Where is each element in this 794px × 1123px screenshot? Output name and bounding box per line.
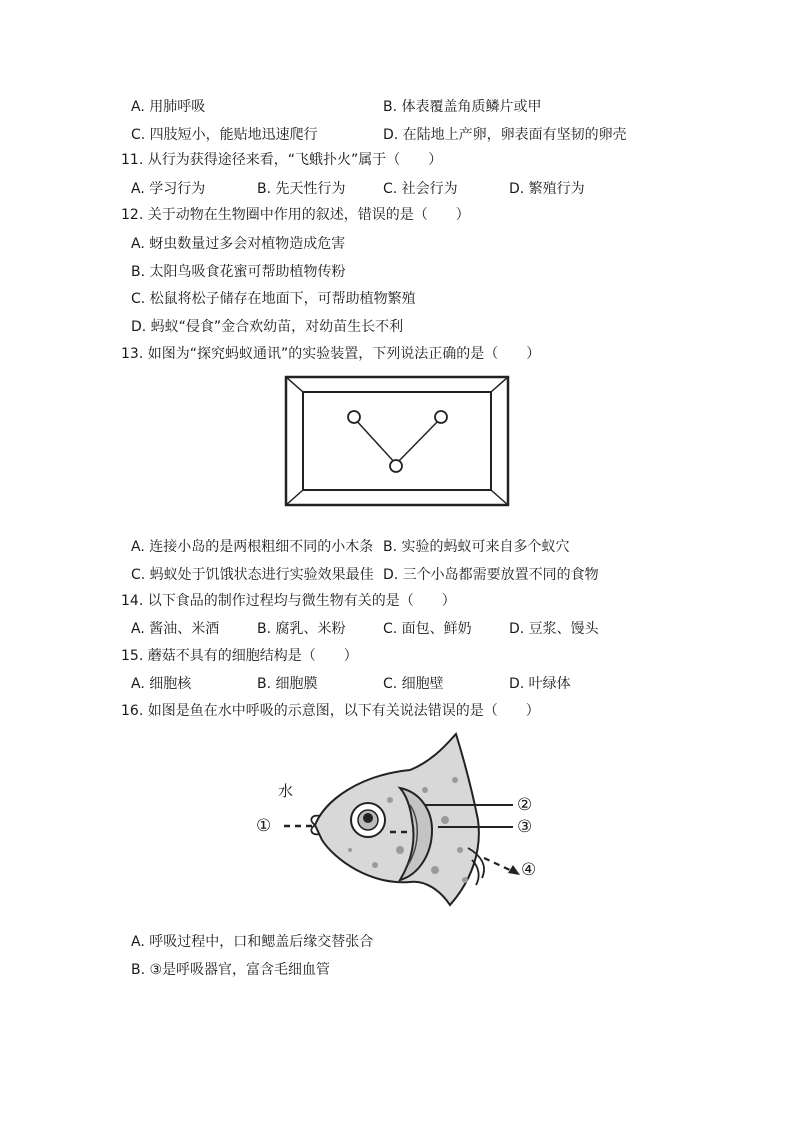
fish-label-3: ③	[517, 817, 533, 837]
q10-option-d: D. 在陆地上产卵，卵表面有坚韧的卵壳	[383, 127, 627, 143]
q14-option-c: C. 面包、鲜奶	[383, 621, 472, 637]
q12-stem: 12. 关于动物在生物圈中作用的叙述，错误的是（ ）	[121, 207, 470, 223]
q12-option-a: A. 蚜虫数量过多会对植物造成危害	[131, 236, 346, 252]
fish-label-4: ④	[521, 860, 537, 880]
q14-option-a: A. 酱油、米酒	[131, 621, 220, 637]
q15-option-d: D. 叶绿体	[509, 676, 571, 692]
ant-experiment-figure	[283, 374, 513, 510]
q14-option-b: B. 腐乳、米粉	[257, 621, 346, 637]
q14-option-d: D. 豆浆、馒头	[509, 621, 599, 637]
fish-label-1: ①	[256, 816, 272, 836]
q11-option-c: C. 社会行为	[383, 181, 458, 197]
q11-option-d: D. 繁殖行为	[509, 181, 585, 197]
q10-option-a: A. 用肺呼吸	[131, 99, 206, 115]
q15-option-b: B. 细胞膜	[257, 676, 318, 692]
q10-option-b: B. 体表覆盖角质鳞片或甲	[383, 99, 542, 115]
q13-option-b: B. 实验的蚂蚁可来自多个蚁穴	[383, 539, 570, 555]
q11-stem: 11. 从行为获得途径来看，“飞蛾扑火”属于（ ）	[121, 152, 443, 168]
q13-stem: 13. 如图为“探究蚂蚁通讯”的实验装置，下列说法正确的是（ ）	[121, 346, 541, 362]
q10-option-c: C. 四肢短小，能贴地迅速爬行	[131, 127, 318, 143]
q12-option-d: D. 蚂蚁“侵食”金合欢幼苗，对幼苗生长不利	[131, 319, 404, 335]
q11-option-a: A. 学习行为	[131, 181, 206, 197]
fish-label-2: ②	[517, 795, 533, 815]
q16-option-b: B. ③是呼吸器官，富含毛细血管	[131, 962, 331, 978]
fish-label-water: 水	[278, 782, 294, 800]
q11-option-b: B. 先天性行为	[257, 181, 346, 197]
fish-respiration-figure	[250, 730, 550, 910]
q13-option-a: A. 连接小岛的是两根粗细不同的小木条	[131, 539, 374, 555]
q14-stem: 14. 以下食品的制作过程均与微生物有关的是（ ）	[121, 593, 456, 609]
q15-option-c: C. 细胞壁	[383, 676, 444, 692]
q12-option-b: B. 太阳鸟吸食花蜜可帮助植物传粉	[131, 264, 346, 280]
q12-option-c: C. 松鼠将松子储存在地面下，可帮助植物繁殖	[131, 291, 416, 307]
q15-option-a: A. 细胞核	[131, 676, 192, 692]
q13-option-d: D. 三个小岛都需要放置不同的食物	[383, 567, 599, 583]
q15-stem: 15. 蘑菇不具有的细胞结构是（ ）	[121, 648, 358, 664]
q16-stem: 16. 如图是鱼在水中呼吸的示意图，以下有关说法错误的是（ ）	[121, 703, 540, 719]
q16-option-a: A. 呼吸过程中，口和鳃盖后缘交替张合	[131, 934, 374, 950]
q13-option-c: C. 蚂蚁处于饥饿状态进行实验效果最佳	[131, 567, 374, 583]
